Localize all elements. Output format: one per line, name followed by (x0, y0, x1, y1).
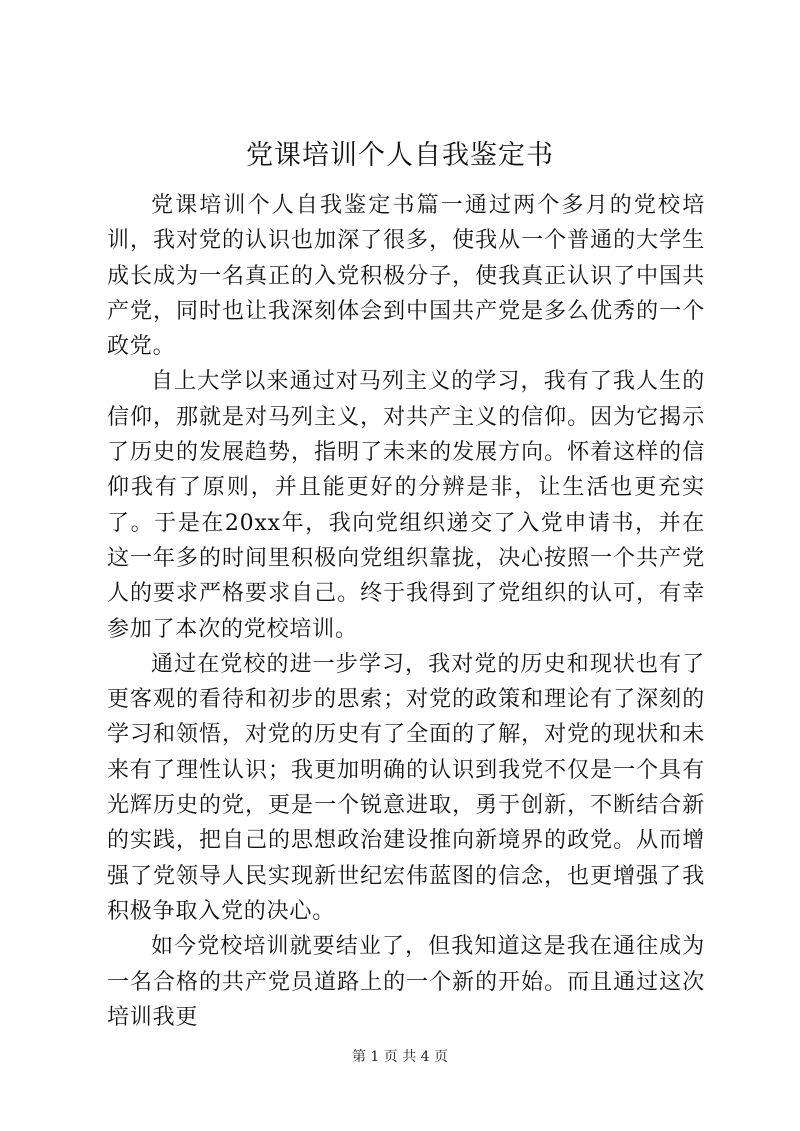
paragraph: 通过在党校的进一步学习，我对党的历史和现状也有了更客观的看待和初步的思索；对党的政策和理论有了深刻的学习和领悟，对党的历史有了全面的了解，对党的现状和未来有了理性认识；我更加明确的认识到我党不仅是一个具有光辉历史的党，更是一个锐意进取，勇于创新，不断结合新的实践，把自己的思想政治建设推向新境界的政党。从而增强了党领导人民实现新世纪宏伟蓝图的信念，也更增强了我积极争取入党的决心。 (107, 651, 705, 924)
paragraph: 自上大学以来通过对马列主义的学习，我有了我人生的信仰，那就是对马列主义，对共产主义的信仰。因为它揭示了历史的发展趋势，指明了未来的发展方向。怀着这样的信仰我有了原则，并且能更好的分辨是非，让生活也更充实了。于是在20xx年，我向党组织递交了入党申请书，并在这一年多的时间里积极向党组织靠拢，决心按照一个共产党人的要求严格要求自己。终于我得到了党组织的认可，有幸参加了本次的党校培训。 (107, 369, 705, 642)
page-number: 第 1 页 共 4 页 (351, 1049, 449, 1065)
document-body (107, 188, 705, 1035)
paragraph: 党课培训个人自我鉴定书篇一通过两个多月的党校培训，我对党的认识也加深了很多，使我从一个普通的大学生成长成为一名真正的入党积极分子，使我真正认识了中国共产党，同时也让我深刻体会到中国共产党是多么优秀的一个政党。 (107, 193, 705, 360)
document-title: 党课培训个人自我鉴定书 (246, 140, 554, 171)
paragraph: 如今党校培训就要结业了，但我知道这是我在通往成为一名合格的共产党员道路上的一个新的开始。而且通过这次培训我更 (107, 934, 705, 1030)
page-footer (0, 1047, 800, 1067)
